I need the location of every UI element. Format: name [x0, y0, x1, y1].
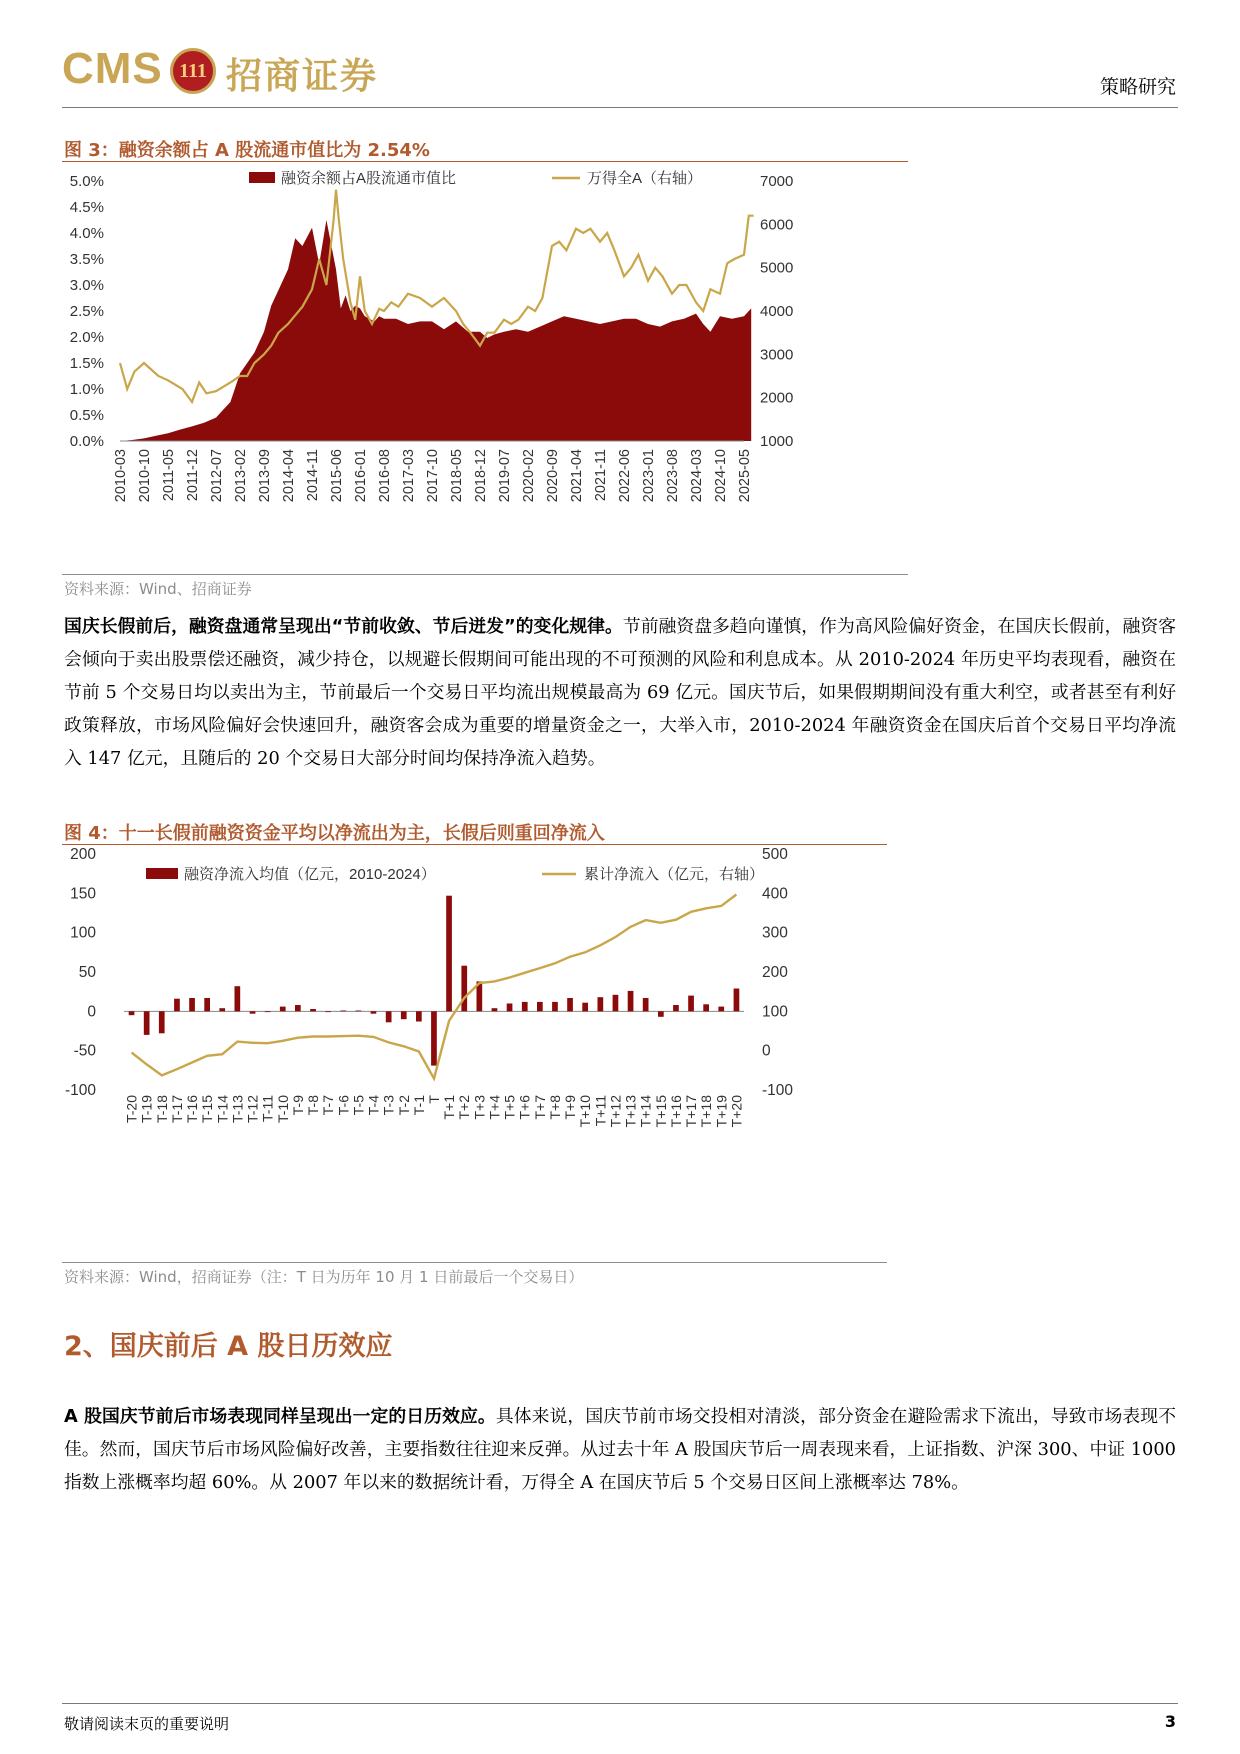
y-right-tick-label: 500: [762, 846, 788, 863]
paragraph-2: [64, 1400, 1176, 1499]
figure-4-bottom-rule: [62, 1262, 887, 1263]
figure-3-source: 资料来源：Wind、招商证券: [64, 580, 252, 598]
x-tick-label: 2019-07: [497, 449, 513, 503]
y-left-tick-label: 150: [70, 885, 96, 903]
net-inflow-bar: [598, 997, 604, 1011]
y-right-tick-label: 4000: [760, 303, 794, 320]
y-right-tick-label: 100: [762, 1003, 788, 1021]
figure-3-bottom-rule: [62, 574, 908, 575]
x-tick-label: T-4: [365, 1095, 382, 1116]
net-inflow-bar: [204, 998, 210, 1011]
y-right-tick-label: 3000: [760, 346, 794, 364]
y-left-tick-label: 0.5%: [69, 407, 104, 424]
x-tick-label: T+6: [516, 1095, 533, 1120]
x-tick-label: T+2: [456, 1095, 473, 1120]
net-inflow-bar: [431, 1011, 437, 1065]
net-inflow-bar: [613, 995, 619, 1012]
x-tick-label: T-20: [123, 1095, 140, 1124]
x-tick-label: 2015-06: [329, 449, 345, 503]
legend-swatch-net-inflow: [146, 868, 178, 879]
x-tick-label: T-1: [410, 1095, 427, 1116]
logo-text: CMS: [62, 44, 163, 93]
net-inflow-bar: [144, 1011, 150, 1035]
y-left-tick-label: 200: [70, 846, 96, 863]
x-tick-label: 2020-09: [545, 449, 561, 503]
net-inflow-bar: [371, 1011, 377, 1013]
net-inflow-bar: [325, 1011, 331, 1012]
net-inflow-bar: [129, 1011, 135, 1015]
x-tick-label: 2010-10: [137, 449, 153, 503]
x-tick-label: T+14: [637, 1095, 654, 1128]
y-left-tick-label: 2.5%: [69, 303, 104, 320]
net-inflow-bar: [310, 1009, 316, 1011]
header-section-label: 策略研究: [1099, 76, 1176, 98]
x-tick-label: T+9: [562, 1095, 579, 1120]
x-tick-label: 2013-09: [257, 449, 273, 503]
y-left-tick-label: 50: [78, 964, 96, 981]
y-left-tick-label: 4.5%: [69, 199, 104, 216]
x-tick-label: 2010-03: [113, 449, 129, 503]
figure-4-source: 资料来源：Wind，招商证券（注：T 日为历年 10 月 1 日前最后一个交易日）: [64, 1268, 584, 1286]
header-divider: [62, 107, 1178, 108]
net-inflow-bar: [280, 1007, 286, 1012]
y-left-tick-label: -50: [73, 1042, 96, 1060]
legend-label-net-inflow: 融资净流入均值（亿元，2010-2024）: [184, 866, 436, 883]
legend-label-wind-a: 万得全A（右轴）: [587, 170, 703, 187]
x-tick-label: 2023-08: [665, 449, 681, 503]
x-tick-label: T-3: [380, 1095, 397, 1116]
net-inflow-bar: [386, 1011, 392, 1022]
logo-badge-icon: 111: [170, 48, 216, 94]
page-number: 3: [1164, 1712, 1176, 1731]
y-right-tick-label: 2000: [760, 389, 794, 407]
x-tick-label: 2024-10: [713, 449, 729, 503]
x-tick-label: T+19: [713, 1095, 730, 1128]
net-inflow-bar: [703, 1004, 709, 1011]
x-tick-label: T-17: [168, 1095, 185, 1124]
net-inflow-bar: [522, 1002, 528, 1011]
x-tick-label: T-10: [274, 1095, 291, 1124]
x-tick-label: 2011-05: [161, 449, 177, 502]
x-tick-label: T+3: [471, 1095, 488, 1120]
y-right-tick-label: 1000: [760, 433, 794, 450]
y-right-tick-label: 200: [762, 964, 788, 981]
legend-label-ratio: 融资余额占A股流通市值比: [281, 170, 457, 187]
y-left-tick-label: 0.0%: [69, 433, 104, 450]
x-tick-label: T+20: [728, 1095, 745, 1128]
y-left-tick-label: 4.0%: [69, 225, 104, 242]
x-tick-label: T-11: [259, 1095, 276, 1122]
y-left-tick-label: 3.5%: [69, 251, 104, 268]
x-tick-label: 2024-03: [689, 449, 705, 503]
x-tick-label: 2022-06: [617, 449, 633, 503]
legend-swatch-ratio: [249, 172, 275, 183]
x-tick-label: T-7: [320, 1095, 337, 1116]
x-tick-label: 2023-01: [641, 449, 657, 503]
net-inflow-bar: [643, 998, 649, 1011]
net-inflow-bar: [295, 1005, 301, 1011]
net-inflow-bar: [250, 1011, 256, 1013]
y-left-tick-label: 0: [87, 1003, 96, 1021]
y-right-tick-label: 5000: [760, 259, 794, 277]
x-tick-label: 2014-11: [305, 449, 321, 502]
paragraph-1-body: 节前融资盘多趋向谨慎，作为高风险偏好资金，在国庆长假前，融资客会倾向于卖出股票偿还融资，减少持仓，以规避长假期间可能出现的不可预测的风险和利息成本。从 2010-2024 年历史平均表现看，融资在节前 5 个交易日均以卖出为主，节前最后一个交易日平均流出规模最高为 69 亿元。国庆节后，如果假期期间没有重大利空，或者甚至有利好政策释放，市场风险偏好会快速回升，融资客会成为重要的增量资金之一，大举入市，2010-2024 年融资资金在国庆后首个交易日平均净流入 147 亿元，且随后的 20 个交易日大部分时间均保持净流入趋势。: [64, 616, 1176, 769]
x-tick-label: 2012-07: [209, 449, 225, 503]
x-tick-label: 2014-04: [281, 449, 297, 503]
net-inflow-bar: [189, 998, 195, 1011]
figure-4-title: 图 4：十一长假前融资资金平均以净流出为主，长假后则重回净流入: [64, 823, 605, 844]
net-inflow-bar: [340, 1011, 346, 1012]
x-tick-label: 2018-12: [473, 449, 489, 503]
footer-note: 敬请阅读末页的重要说明: [64, 1715, 230, 1733]
net-inflow-bar: [507, 1004, 513, 1012]
y-left-tick-label: 1.5%: [69, 355, 104, 372]
net-inflow-bar: [537, 1002, 543, 1011]
net-inflow-bar: [582, 1003, 588, 1012]
y-right-tick-label: 0: [762, 1042, 771, 1060]
x-tick-label: 2011-12: [185, 449, 201, 502]
y-right-tick-label: 7000: [760, 173, 794, 190]
x-tick-label: T-2: [395, 1095, 412, 1116]
y-right-tick-label: 400: [762, 885, 788, 903]
x-tick-label: T-14: [214, 1095, 231, 1124]
net-inflow-bar: [461, 966, 467, 1012]
net-inflow-bar: [356, 1011, 362, 1012]
x-tick-label: T+17: [683, 1095, 700, 1128]
y-left-tick-label: 100: [70, 924, 96, 942]
x-tick-label: T-5: [350, 1095, 367, 1116]
y-left-tick-label: 1.0%: [69, 381, 104, 398]
x-tick-label: T-13: [229, 1095, 246, 1124]
y-left-tick-label: 5.0%: [69, 173, 104, 190]
legend-label-cumulative: 累计净流入（亿元，右轴）: [584, 866, 765, 883]
x-tick-label: T+1: [441, 1095, 458, 1120]
x-tick-label: T+12: [607, 1095, 624, 1128]
figure-3-title: 图 3：融资余额占 A 股流通市值比为 2.54%: [64, 140, 430, 161]
x-tick-label: 2020-02: [521, 449, 537, 503]
x-tick-label: T+18: [698, 1095, 715, 1128]
x-tick-label: T-6: [335, 1095, 352, 1116]
net-inflow-bar: [401, 1011, 407, 1019]
x-tick-label: 2017-10: [425, 449, 441, 503]
y-right-tick-label: 300: [762, 924, 788, 942]
x-tick-label: 2016-08: [377, 449, 393, 503]
net-inflow-bar: [628, 991, 634, 1012]
x-tick-label: T+13: [622, 1095, 639, 1128]
net-inflow-bar: [567, 998, 573, 1011]
net-inflow-bar: [219, 1008, 225, 1011]
x-tick-label: T-9: [289, 1095, 306, 1116]
paragraph-2-body: 具体来说，国庆节前市场交投相对清淡，部分资金在避险需求下流出，导致市场表现不佳。然而，国庆节后市场风险偏好改善，主要指数往往迎来反弹。从过去十年 A 股国庆节后一周表现来看，上证指数、沪深 300、中证 1000 指数上涨概率均超 60%。从 2007 年以来的数据统计看，万得全 A 在国庆节后 5 个交易日区间上涨概率达 78%。: [64, 1406, 1176, 1493]
net-inflow-bar: [673, 1005, 679, 1011]
net-inflow-bar: [492, 1008, 498, 1011]
net-inflow-bar: [174, 999, 180, 1012]
net-inflow-bar: [159, 1011, 165, 1033]
net-inflow-bar: [658, 1011, 664, 1017]
x-tick-label: 2013-02: [233, 449, 249, 503]
net-inflow-bar: [446, 896, 452, 1012]
x-tick-label: 2021-04: [569, 449, 585, 503]
x-tick-label: T: [426, 1095, 442, 1104]
x-tick-label: T+8: [546, 1095, 563, 1120]
x-tick-label: T+11: [592, 1095, 609, 1127]
x-tick-label: T+4: [486, 1095, 503, 1120]
y-right-tick-label: -100: [762, 1082, 794, 1099]
figure-4-chart: [62, 845, 888, 1261]
x-tick-label: T-16: [184, 1095, 201, 1124]
x-tick-label: 2025-05: [737, 449, 753, 503]
footer-divider: [62, 1703, 1178, 1704]
section-2-heading: 2、国庆前后 A 股日历效应: [64, 1331, 393, 1362]
x-tick-label: T-18: [153, 1095, 170, 1124]
x-tick-label: T-8: [305, 1095, 322, 1116]
y-left-tick-label: 3.0%: [69, 277, 104, 294]
logo-chinese-name: 招商证券: [226, 55, 379, 97]
x-tick-label: T-19: [138, 1095, 155, 1124]
net-inflow-bar: [265, 1011, 271, 1012]
net-inflow-bar: [416, 1011, 422, 1021]
x-tick-label: T-15: [199, 1095, 216, 1124]
ratio-area-series: [120, 220, 751, 441]
net-inflow-bar: [718, 1007, 724, 1012]
x-tick-label: T-12: [244, 1095, 261, 1124]
net-inflow-bar: [552, 1002, 558, 1011]
x-tick-label: T+16: [667, 1095, 684, 1128]
paragraph-1-lead: 国庆长假前后，融资盘通常呈现出“节前收敛、节后迸发”的变化规律。: [64, 616, 623, 637]
x-tick-label: T+15: [652, 1095, 669, 1128]
net-inflow-bar: [734, 989, 740, 1012]
paragraph-1: [64, 610, 1176, 775]
y-right-tick-label: 6000: [760, 216, 794, 234]
x-tick-label: 2016-01: [353, 449, 369, 503]
figure-3-chart: [62, 162, 908, 572]
paragraph-2-lead: A 股国庆节前后市场表现同样呈现出一定的日历效应。: [64, 1406, 496, 1427]
x-tick-label: 2017-03: [401, 449, 417, 503]
x-tick-label: T+10: [577, 1095, 594, 1128]
x-tick-label: 2018-05: [449, 449, 465, 503]
y-left-tick-label: 2.0%: [69, 329, 104, 346]
x-tick-label: T+7: [531, 1095, 548, 1120]
x-tick-label: T+5: [501, 1095, 518, 1120]
x-tick-label: 2021-11: [593, 449, 609, 502]
net-inflow-bar: [235, 986, 241, 1011]
net-inflow-bar: [688, 996, 694, 1012]
y-left-tick-label: -100: [64, 1082, 96, 1099]
